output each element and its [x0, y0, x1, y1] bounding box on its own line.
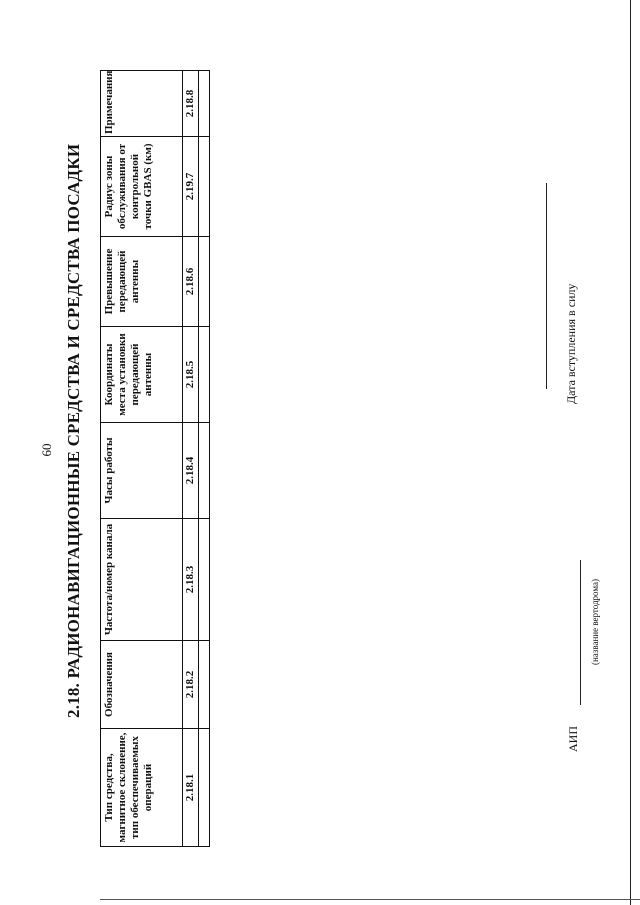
- section-title: 2.18. РАДИОНАВИГАЦИОННЫЕ СРЕДСТВА И СРЕДСТВА ПОСАДКИ: [64, 143, 83, 718]
- table-cell-empty: [199, 641, 210, 729]
- table-cell-code: 2.18.8: [183, 71, 199, 137]
- table-cell-empty: [199, 423, 210, 519]
- table-code-row: [183, 71, 199, 847]
- table-cell-empty: [199, 237, 210, 327]
- header-antenna-elevation: Превышение передающей антенны: [101, 237, 183, 327]
- table-header-row: [101, 71, 183, 847]
- aip-label: АИП: [566, 726, 580, 752]
- table-cell-empty: [199, 327, 210, 423]
- table-cell-code: 2.19.7: [183, 137, 199, 237]
- scan-edge-right: [630, 0, 631, 905]
- aerodrome-name-line: [580, 560, 581, 705]
- page-number: 60: [39, 443, 54, 457]
- effective-date-line: [546, 183, 547, 389]
- table-cell-code: 2.18.4: [183, 423, 199, 519]
- table-cell-empty: [199, 137, 210, 237]
- header-hours-of-operation: Часы работы: [101, 423, 183, 519]
- header-remarks: Примечания: [101, 71, 183, 137]
- table-cell-code: 2.18.5: [183, 327, 199, 423]
- scan-edge-bottom: [100, 899, 640, 900]
- aerodrome-name-hint: (название вертодрома): [590, 578, 600, 666]
- header-antenna-coordinates: Координаты места установки передающей антенны: [101, 327, 183, 423]
- table-cell-code: 2.18.3: [183, 519, 199, 641]
- table-cell-empty: [199, 71, 210, 137]
- header-navaid-type: Тип средства, магнитное склонение, тип обеспечиваемых операций: [101, 729, 183, 847]
- table-cell-empty: [199, 729, 210, 847]
- navaids-table: [100, 70, 210, 847]
- header-frequency-channel: Частота/номер канала: [101, 519, 183, 641]
- table-cell-code: 2.18.1: [183, 729, 199, 847]
- table-cell-code: 2.18.6: [183, 237, 199, 327]
- table-cell-code: 2.18.2: [183, 641, 199, 729]
- navaids-table-container: [100, 71, 210, 847]
- header-identification: Обозначения: [101, 641, 183, 729]
- table-empty-row: [199, 71, 210, 847]
- header-service-radius: Радиус зоны обслуживания от контрольной точки GBAS (км): [101, 137, 183, 237]
- table-cell-empty: [199, 519, 210, 641]
- effective-date-label: Дата вступления в силу: [564, 283, 578, 404]
